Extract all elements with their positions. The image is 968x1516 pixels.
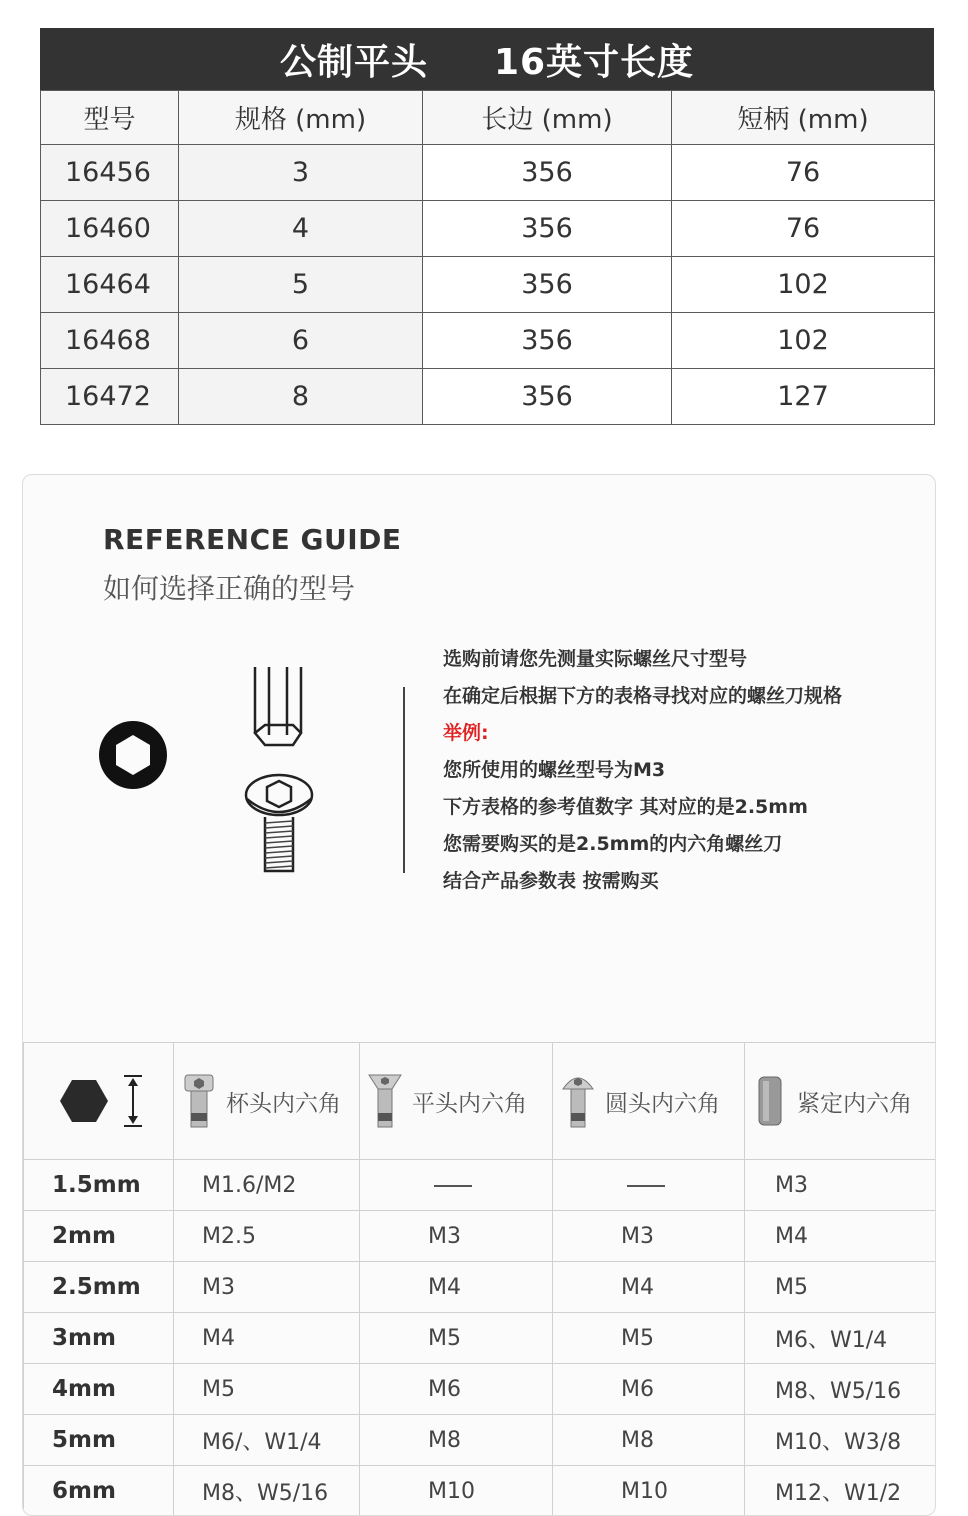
lookup-cell: M12、W1/2 <box>745 1466 936 1516</box>
hex-size-cell: 4mm <box>24 1364 174 1415</box>
hex-size-icon <box>46 1066 156 1136</box>
reference-guide-panel <box>22 474 936 1516</box>
spec-cell: 16456 <box>41 145 179 201</box>
header-label: 杯头内六角 <box>226 1085 341 1118</box>
lookup-header-size <box>24 1043 174 1160</box>
guide-example-label: 举例: <box>443 715 923 752</box>
lookup-cell: M6 <box>360 1364 553 1415</box>
lookup-cell: M5 <box>745 1262 936 1313</box>
spec-table <box>40 28 934 425</box>
spec-cell: 102 <box>672 257 935 313</box>
spec-cell: 356 <box>423 145 672 201</box>
lookup-header-cell <box>174 1043 360 1160</box>
spec-cell: 16468 <box>41 313 179 369</box>
header-label: 平头内六角 <box>412 1085 527 1118</box>
spec-cell: 6 <box>179 313 423 369</box>
lookup-cell: M8、W5/16 <box>745 1364 936 1415</box>
spec-cell: 16464 <box>41 257 179 313</box>
lookup-cell: M4 <box>745 1211 936 1262</box>
spec-cell: 8 <box>179 369 423 425</box>
table-row <box>41 145 935 201</box>
hex-size-cell: 2mm <box>24 1211 174 1262</box>
lookup-header-cell <box>745 1043 936 1160</box>
table-row <box>24 1415 936 1466</box>
guide-note: 您所使用的螺丝型号为M3 <box>443 752 923 789</box>
spec-cell: 16472 <box>41 369 179 425</box>
spec-title-left: 公制平头 <box>280 34 428 85</box>
set-screw-icon <box>753 1073 787 1129</box>
lookup-cell: M5 <box>174 1364 360 1415</box>
spec-cell: 76 <box>672 201 935 257</box>
lookup-cell-empty <box>360 1160 553 1211</box>
dash-mark <box>434 1185 472 1187</box>
spec-cell: 356 <box>423 313 672 369</box>
spec-cell: 4 <box>179 201 423 257</box>
guide-note: 下方表格的参考值数字 其对应的是2.5mm <box>443 789 923 826</box>
spec-cell: 356 <box>423 369 672 425</box>
guide-note: 在确定后根据下方的表格寻找对应的螺丝刀规格 <box>443 678 923 715</box>
hex-size-cell: 2.5mm <box>24 1262 174 1313</box>
lookup-cell: M3 <box>174 1262 360 1313</box>
lookup-cell: M6 <box>553 1364 745 1415</box>
hex-size-cell: 6mm <box>24 1466 174 1516</box>
lookup-cell: M8、W5/16 <box>174 1466 360 1516</box>
table-row <box>24 1160 936 1211</box>
socket-cap-screw-icon <box>182 1073 216 1129</box>
lookup-header-row <box>24 1043 936 1160</box>
spec-title-right: 16英寸长度 <box>494 34 694 85</box>
header-label: 圆头内六角 <box>605 1085 720 1118</box>
lookup-cell: M2.5 <box>174 1211 360 1262</box>
spec-header-cell: 规格 (mm) <box>179 91 423 145</box>
table-row <box>24 1262 936 1313</box>
table-row <box>24 1211 936 1262</box>
lookup-cell: M8 <box>553 1415 745 1466</box>
spec-cell: 16460 <box>41 201 179 257</box>
lookup-cell: M8 <box>360 1415 553 1466</box>
hex-size-cell: 1.5mm <box>24 1160 174 1211</box>
lookup-cell: M5 <box>360 1313 553 1364</box>
lookup-cell: M3 <box>745 1160 936 1211</box>
spec-cell: 127 <box>672 369 935 425</box>
lookup-cell: M10 <box>360 1466 553 1516</box>
guide-divider <box>403 687 405 873</box>
guide-note: 结合产品参数表 按需购买 <box>443 863 923 900</box>
table-row <box>24 1313 936 1364</box>
spec-table-title <box>40 28 934 90</box>
header-label: 紧定内六角 <box>797 1085 912 1118</box>
table-row <box>24 1466 936 1516</box>
hex-size-cell: 3mm <box>24 1313 174 1364</box>
spec-header-row <box>41 91 935 145</box>
spec-cell: 356 <box>423 201 672 257</box>
table-row <box>41 201 935 257</box>
lookup-cell: M10 <box>553 1466 745 1516</box>
spec-header-cell: 短柄 (mm) <box>672 91 935 145</box>
lookup-cell-empty <box>553 1160 745 1211</box>
spec-cell: 102 <box>672 313 935 369</box>
dash-mark <box>627 1185 665 1187</box>
table-row <box>24 1364 936 1415</box>
lookup-cell: M6/、W1/4 <box>174 1415 360 1466</box>
lookup-cell: M10、W3/8 <box>745 1415 936 1466</box>
guide-title: REFERENCE GUIDE <box>103 523 402 556</box>
hex-key-icon <box>249 665 309 755</box>
guide-subtitle: 如何选择正确的型号 <box>103 567 355 607</box>
button-head-screw-icon <box>561 1073 595 1129</box>
table-row <box>41 369 935 425</box>
spec-cell: 76 <box>672 145 935 201</box>
hex-socket-icon <box>97 719 169 791</box>
screw-icon <box>241 773 317 877</box>
lookup-cell: M5 <box>553 1313 745 1364</box>
spec-header-cell: 长边 (mm) <box>423 91 672 145</box>
flat-head-screw-icon <box>368 1073 402 1129</box>
guide-note: 选购前请您先测量实际螺丝尺寸型号 <box>443 641 923 678</box>
lookup-cell: M3 <box>360 1211 553 1262</box>
lookup-cell: M1.6/M2 <box>174 1160 360 1211</box>
lookup-cell: M4 <box>553 1262 745 1313</box>
lookup-cell: M3 <box>553 1211 745 1262</box>
guide-notes <box>443 641 923 900</box>
lookup-header-cell <box>553 1043 745 1160</box>
spec-cell: 5 <box>179 257 423 313</box>
lookup-cell: M6、W1/4 <box>745 1313 936 1364</box>
hex-size-lookup-table <box>23 1042 936 1516</box>
lookup-cell: M4 <box>360 1262 553 1313</box>
lookup-cell: M4 <box>174 1313 360 1364</box>
spec-cell: 3 <box>179 145 423 201</box>
spec-header-cell: 型号 <box>41 91 179 145</box>
table-row <box>41 313 935 369</box>
table-row <box>41 257 935 313</box>
guide-note: 您需要购买的是2.5mm的内六角螺丝刀 <box>443 826 923 863</box>
lookup-header-cell <box>360 1043 553 1160</box>
hex-size-cell: 5mm <box>24 1415 174 1466</box>
spec-cell: 356 <box>423 257 672 313</box>
